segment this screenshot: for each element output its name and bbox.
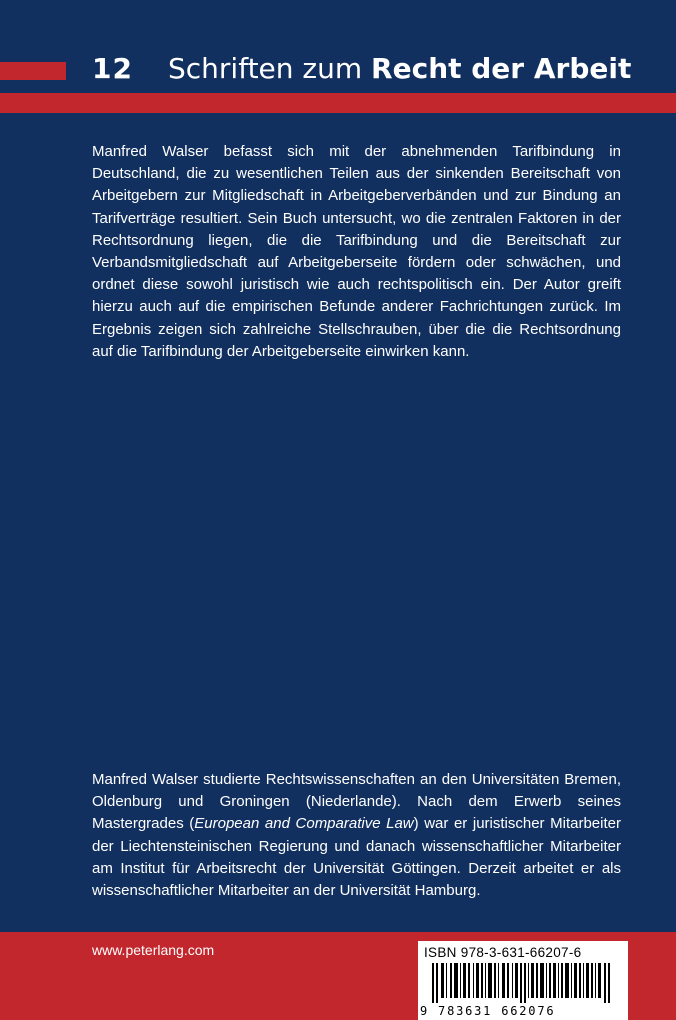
- header-red-stripe: [0, 62, 66, 80]
- book-blurb: Manfred Walser befasst sich mit der abnehmenden Tarifbindung in Deutschland, die zu wesentlichen Teilen aus der sinkenden Bereitschaft von Arbeitgebern zur Mitgliedschaft in Arbeitgeberverbänden und zur Bindung an Tarifverträge resultiert. Sein Buch untersucht, wo die zentralen Faktoren in der Rechtsordnung liegen, die die Tarifbindung und die Bereitschaft zur Verbandsmitgliedschaft auf Arbeitgeberseite fördern oder schwächen, und ordnet diese sowohl juristisch wie auch rechtspolitisch ein. Der Autor greift hierzu auch auf die empirischen Befunde anderer Fachrichtungen zurück. Im Ergebnis zeigen sich zahlreiche Stellschrauben, über die die Rechtsordnung auf die Tarifbindung der Arbeitgeberseite einwirken kann.: [92, 143, 621, 360]
- series-title-regular: Schriften zum: [168, 52, 372, 85]
- publisher-website[interactable]: www.peterlang.com: [92, 942, 215, 958]
- author-bio-part2: ) war er juristischer Mitarbeiter der Liechtensteinischen Regierung und danach wissenschaftlicher Mitarbeiter am Institut für Arbeitsrecht der Universität Göttingen. Derzeit arbeitet er als wissenschaftlicher Mitarbeiter an der Universität Hamburg.: [92, 815, 621, 900]
- barcode-digits: 9 783631 662076: [420, 1004, 556, 1018]
- series-title-bold: Recht der Arbeit: [371, 52, 632, 85]
- series-number: 12: [92, 52, 133, 85]
- barcode-icon: [432, 963, 614, 1003]
- degree-name: European and Comparative Law: [194, 815, 414, 833]
- author-bio-part1: Manfred Walser studierte Rechtswissenschaften an den Universitäten Bremen, Oldenburg und Groningen (Niederlande). Nach dem Erwerb seines Mastergrades (: [92, 771, 621, 833]
- series-title: [168, 52, 631, 85]
- barcode-box: [418, 941, 628, 1020]
- header-red-band: [0, 93, 676, 113]
- isbn-number: ISBN 978-3-631-66207-6: [424, 945, 582, 960]
- author-bio: [92, 769, 621, 902]
